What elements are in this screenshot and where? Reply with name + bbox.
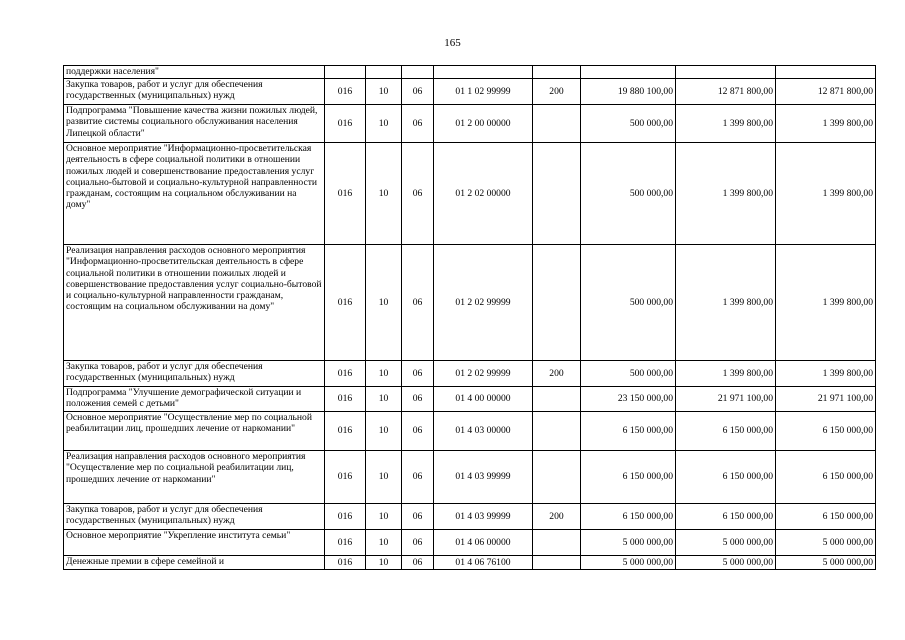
target-article-code-cell: 01 4 00 00000 xyxy=(434,387,533,412)
section-code-cell: 10 xyxy=(366,245,402,361)
target-article-code-cell: 01 4 03 99999 xyxy=(434,451,533,504)
section-code-cell: 10 xyxy=(366,530,402,556)
amount-year-3-cell: 6 150 000,00 xyxy=(776,504,876,530)
amount-year-3-cell: 1 399 800,00 xyxy=(776,361,876,387)
section-code-cell: 10 xyxy=(366,412,402,451)
expense-type-code-cell xyxy=(533,556,581,570)
expense-type-code-cell xyxy=(533,451,581,504)
table-row xyxy=(64,387,876,412)
amount-year-3-cell: 5 000 000,00 xyxy=(776,530,876,556)
amount-year-2-cell: 5 000 000,00 xyxy=(676,556,776,570)
amount-year-1-cell: 5 000 000,00 xyxy=(581,556,676,570)
ministry-code-cell: 016 xyxy=(325,105,366,143)
ministry-code-cell: 016 xyxy=(325,412,366,451)
amount-year-3-cell: 5 000 000,00 xyxy=(776,556,876,570)
ministry-code-cell: 016 xyxy=(325,245,366,361)
amount-year-1-cell: 19 880 100,00 xyxy=(581,79,676,105)
expense-type-code-cell xyxy=(533,387,581,412)
amount-year-2-cell: 1 399 800,00 xyxy=(676,361,776,387)
amount-year-2-cell xyxy=(676,66,776,79)
subsection-code-cell: 06 xyxy=(402,451,434,504)
expense-type-code-cell xyxy=(533,530,581,556)
subsection-code-cell: 06 xyxy=(402,504,434,530)
item-name-cell: Закупка товаров, работ и услуг для обеспечения государственных (муниципальных) нужд xyxy=(64,361,325,387)
target-article-code-cell: 01 2 00 00000 xyxy=(434,105,533,143)
amount-year-2-cell: 5 000 000,00 xyxy=(676,530,776,556)
amount-year-2-cell: 1 399 800,00 xyxy=(676,105,776,143)
subsection-code-cell: 06 xyxy=(402,105,434,143)
amount-year-3-cell: 1 399 800,00 xyxy=(776,143,876,245)
amount-year-1-cell: 6 150 000,00 xyxy=(581,412,676,451)
amount-year-1-cell: 500 000,00 xyxy=(581,245,676,361)
item-name-cell: Закупка товаров, работ и услуг для обеспечения государственных (муниципальных) нужд xyxy=(64,504,325,530)
expense-type-code-cell: 200 xyxy=(533,79,581,105)
table-row xyxy=(64,105,876,143)
table-row xyxy=(64,451,876,504)
amount-year-3-cell: 6 150 000,00 xyxy=(776,412,876,451)
section-code-cell: 10 xyxy=(366,105,402,143)
item-name-cell: поддержки населения" xyxy=(64,66,325,79)
amount-year-3-cell: 21 971 100,00 xyxy=(776,387,876,412)
amount-year-3-cell: 6 150 000,00 xyxy=(776,451,876,504)
item-name-cell: Подпрограмма "Улучшение демографической ситуации и положения семей с детьми" xyxy=(64,387,325,412)
expense-type-code-cell: 200 xyxy=(533,361,581,387)
subsection-code-cell xyxy=(402,66,434,79)
subsection-code-cell: 06 xyxy=(402,79,434,105)
table-row xyxy=(64,79,876,105)
ministry-code-cell xyxy=(325,66,366,79)
amount-year-1-cell: 500 000,00 xyxy=(581,143,676,245)
target-article-code-cell: 01 4 03 99999 xyxy=(434,504,533,530)
item-name-cell: Реализация направления расходов основного мероприятия "Информационно-просветительская деятельность в сфере социальной политики в отношении пожилых людей и совершенствование предоставления услуг социально-бытовой и социально-культурной направленности гражданам, состоящим на социальном обслуживании на дому" xyxy=(64,245,325,361)
amount-year-1-cell xyxy=(581,66,676,79)
expense-type-code-cell xyxy=(533,412,581,451)
target-article-code-cell xyxy=(434,66,533,79)
ministry-code-cell: 016 xyxy=(325,79,366,105)
section-code-cell: 10 xyxy=(366,504,402,530)
table-row xyxy=(64,412,876,451)
expense-type-code-cell xyxy=(533,105,581,143)
ministry-code-cell: 016 xyxy=(325,556,366,570)
amount-year-2-cell: 1 399 800,00 xyxy=(676,245,776,361)
table-row xyxy=(64,504,876,530)
amount-year-1-cell: 23 150 000,00 xyxy=(581,387,676,412)
table-row xyxy=(64,530,876,556)
item-name-cell: Основное мероприятие "Информационно-просветительская деятельность в сфере социальной политики в отношении пожилых людей и совершенствование предоставления услуг социально-бытовой и социально-культурной направленности гражданам, состоящим на социальном обслуживании на дому" xyxy=(64,143,325,245)
table-row xyxy=(64,556,876,570)
table-row xyxy=(64,361,876,387)
target-article-code-cell: 01 4 06 76100 xyxy=(434,556,533,570)
subsection-code-cell: 06 xyxy=(402,143,434,245)
subsection-code-cell: 06 xyxy=(402,530,434,556)
target-article-code-cell: 01 4 06 00000 xyxy=(434,530,533,556)
amount-year-2-cell: 12 871 800,00 xyxy=(676,79,776,105)
amount-year-2-cell: 21 971 100,00 xyxy=(676,387,776,412)
section-code-cell: 10 xyxy=(366,361,402,387)
subsection-code-cell: 06 xyxy=(402,387,434,412)
item-name-cell: Основное мероприятие "Осуществление мер по социальной реабилитации лиц, прошедших лечение от наркомании" xyxy=(64,412,325,451)
target-article-code-cell: 01 4 03 00000 xyxy=(434,412,533,451)
target-article-code-cell: 01 2 02 00000 xyxy=(434,143,533,245)
amount-year-1-cell: 500 000,00 xyxy=(581,361,676,387)
target-article-code-cell: 01 1 02 99999 xyxy=(434,79,533,105)
item-name-cell: Подпрограмма "Повышение качества жизни пожилых людей, развитие системы социального обслуживания населения Липецкой области" xyxy=(64,105,325,143)
ministry-code-cell: 016 xyxy=(325,387,366,412)
amount-year-2-cell: 6 150 000,00 xyxy=(676,412,776,451)
expense-type-code-cell: 200 xyxy=(533,504,581,530)
amount-year-3-cell: 1 399 800,00 xyxy=(776,245,876,361)
expense-type-code-cell xyxy=(533,66,581,79)
amount-year-1-cell: 6 150 000,00 xyxy=(581,451,676,504)
amount-year-3-cell: 12 871 800,00 xyxy=(776,79,876,105)
section-code-cell: 10 xyxy=(366,79,402,105)
amount-year-1-cell: 5 000 000,00 xyxy=(581,530,676,556)
subsection-code-cell: 06 xyxy=(402,361,434,387)
expense-type-code-cell xyxy=(533,143,581,245)
item-name-cell: Реализация направления расходов основного мероприятия "Осуществление мер по социальной реабилитации лиц, прошедших лечение от наркомании" xyxy=(64,451,325,504)
subsection-code-cell: 06 xyxy=(402,412,434,451)
page-number: 165 xyxy=(444,37,461,49)
subsection-code-cell: 06 xyxy=(402,556,434,570)
ministry-code-cell: 016 xyxy=(325,143,366,245)
amount-year-1-cell: 6 150 000,00 xyxy=(581,504,676,530)
amount-year-3-cell xyxy=(776,66,876,79)
item-name-cell: Денежные премии в сфере семейной и xyxy=(64,556,325,570)
ministry-code-cell: 016 xyxy=(325,530,366,556)
section-code-cell: 10 xyxy=(366,556,402,570)
expense-type-code-cell xyxy=(533,245,581,361)
ministry-code-cell: 016 xyxy=(325,504,366,530)
amount-year-2-cell: 6 150 000,00 xyxy=(676,451,776,504)
target-article-code-cell: 01 2 02 99999 xyxy=(434,361,533,387)
target-article-code-cell: 01 2 02 99999 xyxy=(434,245,533,361)
section-code-cell xyxy=(366,66,402,79)
table-row xyxy=(64,66,876,79)
amount-year-2-cell: 1 399 800,00 xyxy=(676,143,776,245)
item-name-cell: Закупка товаров, работ и услуг для обеспечения государственных (муниципальных) нужд xyxy=(64,79,325,105)
section-code-cell: 10 xyxy=(366,387,402,412)
table-row xyxy=(64,245,876,361)
table-row xyxy=(64,143,876,245)
section-code-cell: 10 xyxy=(366,143,402,245)
section-code-cell: 10 xyxy=(366,451,402,504)
subsection-code-cell: 06 xyxy=(402,245,434,361)
budget-table xyxy=(63,65,876,570)
amount-year-3-cell: 1 399 800,00 xyxy=(776,105,876,143)
amount-year-2-cell: 6 150 000,00 xyxy=(676,504,776,530)
ministry-code-cell: 016 xyxy=(325,361,366,387)
item-name-cell: Основное мероприятие "Укрепление института семьи" xyxy=(64,530,325,556)
ministry-code-cell: 016 xyxy=(325,451,366,504)
amount-year-1-cell: 500 000,00 xyxy=(581,105,676,143)
